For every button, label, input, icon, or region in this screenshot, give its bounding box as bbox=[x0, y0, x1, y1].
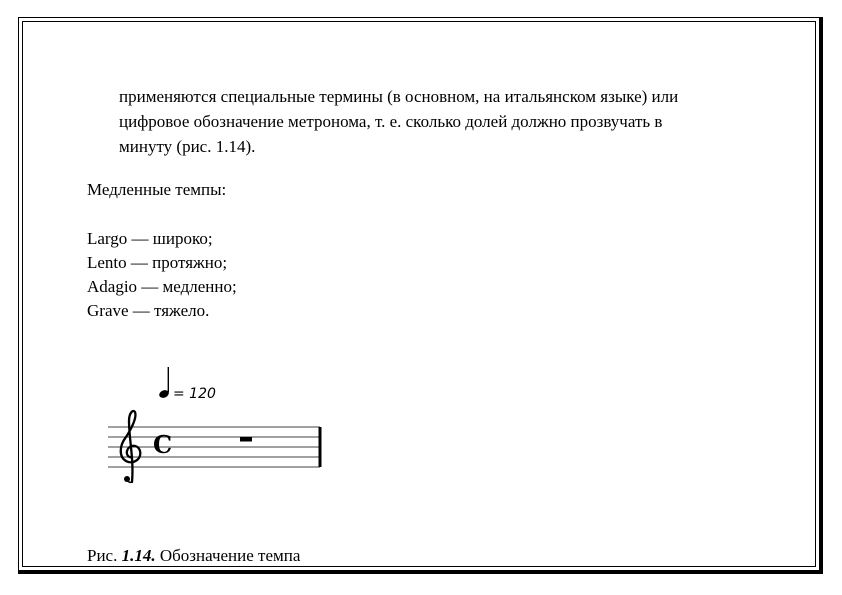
tempo-terms-list bbox=[87, 227, 237, 323]
paragraph-line-2: цифровое обозначение метронома, т. е. сколько долей должно прозвучать в bbox=[119, 112, 663, 131]
music-staff-svg bbox=[105, 365, 335, 490]
caption-text: Обозначение темпа bbox=[159, 546, 301, 565]
tempo-term-largo: Largo — широко; bbox=[87, 229, 213, 248]
staff-lines bbox=[108, 427, 320, 467]
paragraph-line-1: применяются специальные термины (в основном, на итальянском языке) или bbox=[119, 87, 679, 106]
tempo-term-lento: Lento — протяжно; bbox=[87, 253, 228, 272]
whole-rest-icon bbox=[240, 437, 252, 442]
caption-number: 1.14. bbox=[121, 546, 156, 565]
section-heading: Медленные темпы: bbox=[87, 180, 227, 199]
caption-prefix: Рис. bbox=[87, 546, 118, 565]
paragraph-line-3: минуту (рис. 1.14). bbox=[119, 137, 256, 156]
quarter-note-icon bbox=[158, 367, 170, 399]
tempo-term-grave: Grave — тяжело. bbox=[87, 301, 210, 320]
intro-paragraph bbox=[119, 84, 799, 159]
time-signature: C bbox=[153, 430, 173, 459]
music-figure bbox=[105, 365, 335, 490]
metronome-mark: = 120 bbox=[173, 386, 216, 402]
figure-caption bbox=[87, 546, 300, 566]
tempo-term-adagio: Adagio — медленно; bbox=[87, 277, 237, 296]
